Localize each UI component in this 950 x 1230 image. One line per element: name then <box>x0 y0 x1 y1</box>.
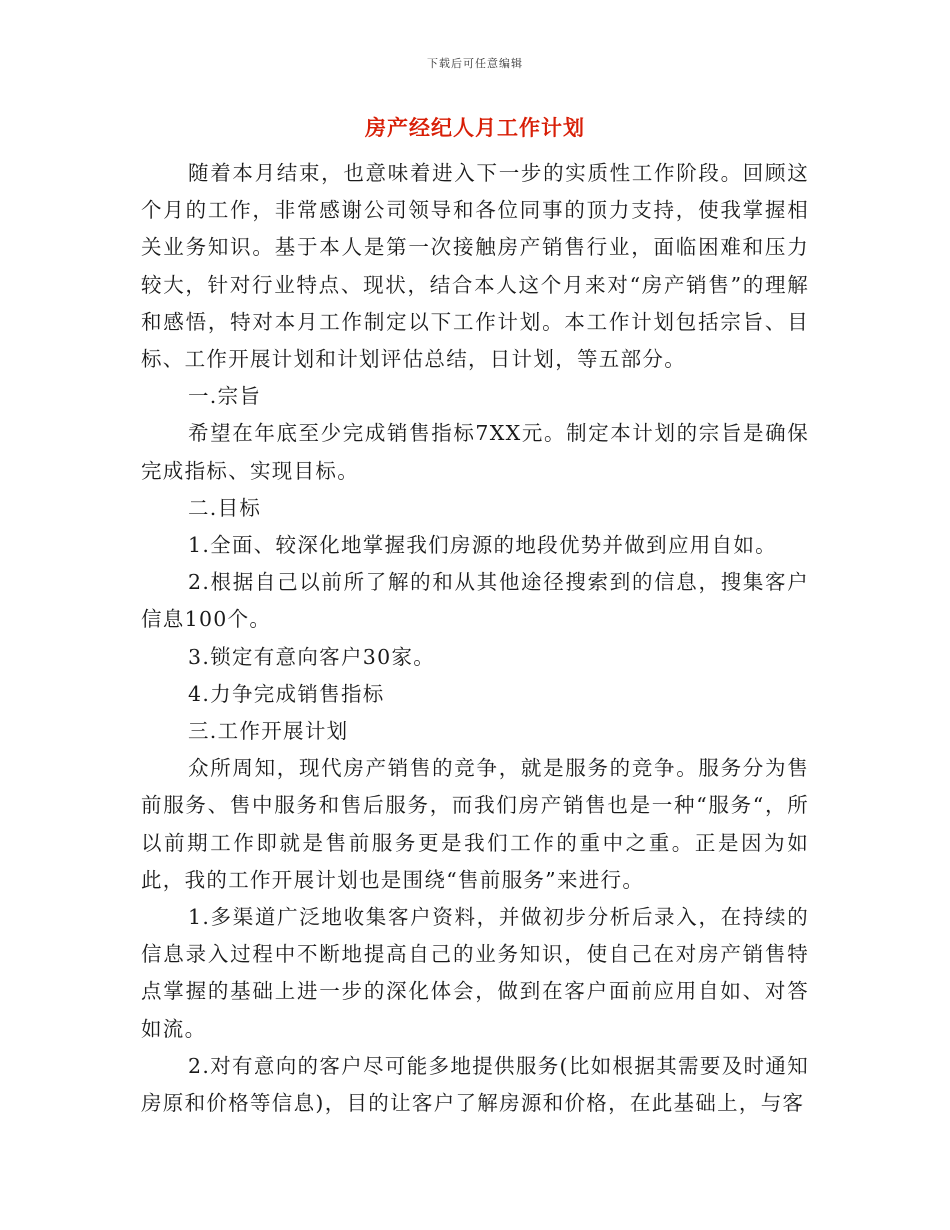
document-body <box>141 155 809 1122</box>
heading-goals: 二.目标 <box>188 495 262 520</box>
plan-item-2: 2.对有意向的客户尽可能多地提供服务(比如根据其需要及时通知房原和价格等信息)，目的让客户了解房源和价格，在此基础上，与客 <box>141 1053 809 1116</box>
goal-item-2: 2.根据自己以前所了解的和从其他途径搜索到的信息，搜集客户信息100个。 <box>141 570 809 632</box>
goal-item-4: 4.力争完成销售指标 <box>188 681 385 706</box>
goal-item-1: 1.全面、较深化地掌握我们房源的地段优势并做到应用自如。 <box>188 533 777 558</box>
heading-work-plan: 三.工作开展计划 <box>188 719 349 744</box>
heading-purpose: 一.宗旨 <box>188 384 262 409</box>
plan-item-1: 1.多渠道广泛地收集客户资料，并做初步分析后录入，在持续的信息录入过程中不断地提高自己的业务知识，使自己在对房产销售特点掌握的基础上进一步的深化体会，做到在客户面前应用自如、对答如流。 <box>141 905 809 1041</box>
document-title: 房产经纪人月工作计划 <box>365 115 585 140</box>
paragraph-purpose: 希望在年底至少完成销售指标7XX元。制定本计划的宗旨是确保完成指标、实现目标。 <box>141 421 809 483</box>
paragraph-work-plan: 众所周知，现代房产销售的竞争，就是服务的竞争。服务分为售前服务、售中服务和售后服务，而我们房产销售也是一种“服务“，所以前期工作即就是售前服务更是我们工作的重中之重。正是因为如此，我的工作开展计划也是围绕“售前服务”来进行。 <box>141 756 809 892</box>
goal-item-3: 3.锁定有意向客户30家。 <box>188 644 436 669</box>
paragraph-intro: 随着本月结束，也意味着进入下一步的实质性工作阶段。回顾这个月的工作，非常感谢公司领导和各位同事的顶力支持，使我掌握相关业务知识。基于本人是第一次接触房产销售行业，面临困难和压力较大，针对行业特点、现状，结合本人这个月来对“房产销售”的理解和感悟，特对本月工作制定以下工作计划。本工作计划包括宗旨、目标、工作开展计划和计划评估总结，日计划，等五部分。 <box>141 161 809 372</box>
header-note: 下载后可任意编辑 <box>427 57 523 70</box>
